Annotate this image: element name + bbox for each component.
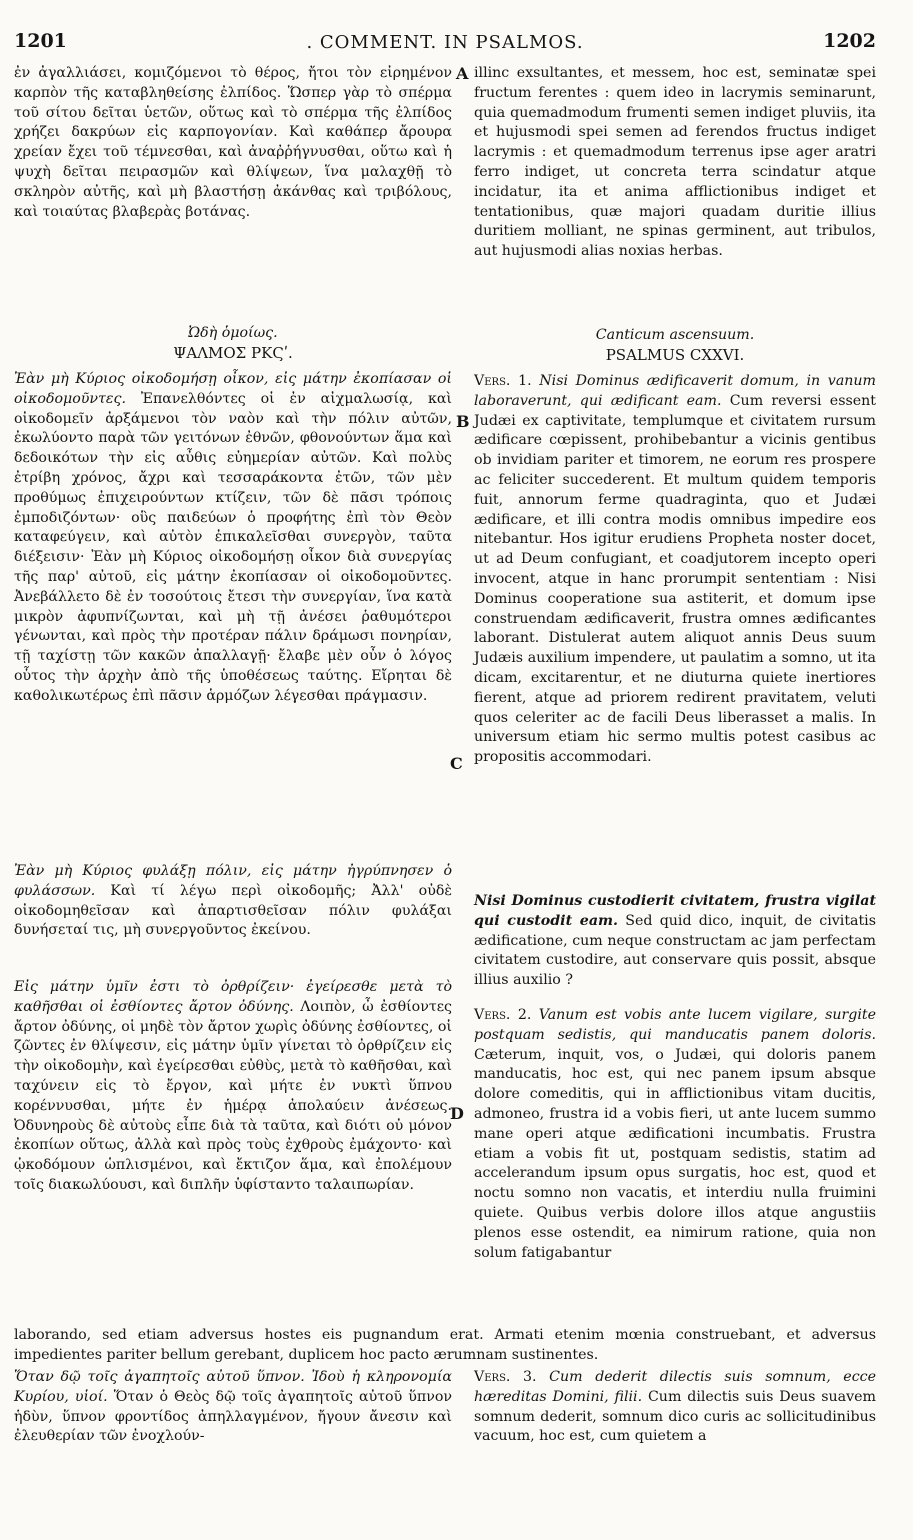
greek-verse-1 [14,370,452,707]
latin-verse-1b [474,892,876,991]
latin-verse-2-quote: Vanum est vobis ante lucem vigilare, surgite postquam sedistis, qui manducatis panem doloris. [474,1007,876,1043]
greek-psalm-heading [14,324,452,364]
latin-verse-2-label: Vers. 2. [474,1007,532,1023]
latin-psalm-heading [474,326,876,366]
section-marker-a: A [456,64,469,83]
greek-verse-1b [14,862,452,941]
greek-verse-2-text: Λοιπὸν, ὦ ἐσθίοντες ἄρτον ὀδύνης, οἱ μηδὲ τὸν ἄρτον χωρὶς ὀδύνης ἐσθίοντες, οἱ ζῶντες ἐν θλίψεσιν, εἰς μάτην ὑμῖν γίνεται τὸ ὀρθρίζειν εἰς τὴν οἰκοδομὴν, καὶ ἐγείρεσθαι εὐθὺς, μετὰ τὸ καθῆσθαι, καὶ ταχύνειν εἰς τὸ ἔργον, καὶ μήτε ἐν νυκτὶ ὕπνου κορέννυσθαι, μήτε ἐν ἡμέρᾳ ἀπολαύειν ἀνέσεως. Ὀδυνηροὺς δὲ αὐτοὺς εἶπε διὰ τὰ ταῦτα, καὶ διότι οὐ μόνον ἐκοπίων οὕτως, ἀλλὰ καὶ πρὸς τοὺς ἐχθροὺς ἐμάχοντο· καὶ ᾠκοδόμουν ὡπλισμένοι, καὶ ἔκτιζον ἅμα, καὶ ἐπολέμουν τοῖς διακωλύουσι, καὶ διπλῆν ὑφίσταντο ταλαιπωρίαν. [14,998,452,1193]
latin-paragraph: illinc exsultantes, et messem, hoc est, seminatæ spei fructum ferentes : quem ideo in lacrymis seminarunt, quia quemadmodum frumenti semen indiget pluviis, ita et hujusmodi spei semen ad ferendos fructus indiget lacrymis : et quemadmodum terrenus ipse ager aratri ferro indiget, ut concreta terra scindatur atque incidatur, ita et anima afflictionibus indiget et tentationibus, quæ majori quadam duritie illius duritiem molliant, ne spinas germinent, aut tribulos, aut hujusmodi alias noxias herbas. [474,65,876,260]
latin-verse-2-text: Cæterum, inquit, vos, o Judæi, qui doloris panem manducatis, hoc est, qui nec panem ipsum absque dolore comeditis, qui in afflictionibus vitam ducitis, admoneo, frustra id a vobis fieri, ut ante lucem summo mane operi atque ædificationi incumbatis. Frustra etiam a vobis fit ut, postquam sedistis, statim ad accelerandum ipsum opus surgatis, hoc est, quod et noctu somno non vacatis, et interdiu nulla fruimini quiete. Quibus verbis dolore illos atque angustiis plenos esse ostendit, ea nimirum ratione, quia non solum fatigabantur [474,1046,876,1261]
greek-verse-1-quote: Ἐὰν μὴ Κύριος οἰκοδομήσῃ οἶκον, εἰς μάτην ἐκοπίασαν οἱ οἰκοδομοῦντες. [14,371,452,407]
greek-block-1 [14,64,452,222]
greek-verse-2-quote: Εἰς μάτην ὑμῖν ἐστι τὸ ὀρθρίζειν· ἐγείρεσθε μετὰ τὸ καθῆσθαι οἱ ἐσθίοντες ἄρτον ὀδύνης. [14,979,452,1015]
greek-verse-2 [14,978,452,1196]
full-width-text: laborando, sed etiam adversus hostes eis pugnandum erat. Armati etenim mœnia construebant, et adversus impedientes pariter bellum gerebant, duplicem hoc pacto ærumnam sustinentes. [14,1327,876,1363]
section-marker-b: B [456,412,470,431]
page-header [14,30,876,60]
section-marker-d: D [450,1104,464,1123]
greek-ode-line: Ὠδὴ ὁμοίως. [188,325,278,341]
greek-verse-1-text: Ἐπανελθόντες οἱ ἐν αἰχμαλωσίᾳ, καὶ οἰκοδομεῖν ἀρξάμενοι τὸν ναὸν καὶ τὴν πόλιν αὐτῶν, ἐκωλύοντο παρὰ τῶν γειτόνων ἐθνῶν, φθονούντων ἅμα καὶ δεδοικότων τὴν εἰς αὖθις εὐημερίαν αὐτῶν. Καὶ πολὺς ἐτρίβη χρόνος, ἄχρι καὶ τεσσαράκοντα ἐτῶν, τῶν μὲν προθύμως ἐπιχειρούντων κτίζειν, τῶν δὲ πᾶσι τρόποις ἐμποδιζόντων· οὓς παιδεύων ὁ προφήτης ἐπὶ τὸν Θεὸν καταφεύγειν, καὶ αὐτὸν ἐπικαλεῖσθαι συνεργὸν, ταῦτα διέξεισιν· Ἐὰν μὴ Κύριος οἰκοδομήσῃ οἶκον διὰ συνεργίας τῆς παρ' αὐτοῦ, εἰς μάτην ἐκοπίασαν οἱ οἰκοδομοῦντες. Ἀνεβάλλετο δὲ ἐν τοσούτοις ἔτεσι τὴν συνεργίαν, ἵνα κατὰ μικρὸν ἀφυπνίζωνται, καὶ μὴ τῇ ἀνέσει ῥαθυμότεροι γένωνται, καὶ πρὸς τὴν προτέραν πάλιν δράμωσι πονηρίαν, τῇ ταχίστῃ τῶν κακῶν ἀπαλλαγῇ· ἔλαβε μὲν οὖν ὁ λόγος οὗτος τὴν ἀρχὴν ἀπὸ τῆς ὑποθέσεως ταύτης. Εἴρηται δὲ καθολικωτέρως ἐπὶ πᾶσιν ἁρμόζων λέγεσθαι πράγμασιν. [14,390,452,704]
latin-verse-1b-quote: Nisi Dominus custodierit civitatem, frustra vigilat qui custodit eam. [474,893,876,929]
latin-verse-1-quote: Nisi Dominus ædificaverit domum, in vanum laboraverunt, qui ædificant eam. [474,373,877,409]
running-title: . COMMENT. IN PSALMOS. [306,32,584,53]
greek-verse-1b-text: Καὶ τί λέγω περὶ οἰκοδομῆς; Ἀλλ' οὐδὲ οἰκοδομηθεῖσαν καὶ ἀπαρτισθεῖσαν πόλιν φυλάξαι δυνήσεταί τις, μὴ συνεργοῦντος ἐκείνου. [14,882,452,939]
latin-psalm-title: PSALMUS CXXVI. [605,345,745,364]
latin-block-1 [474,64,876,262]
latin-verse-3 [474,1368,876,1447]
page-number-left: 1201 [14,30,67,52]
page-number-right: 1202 [823,30,876,52]
latin-verse-3-label: Vers. 3. [474,1369,537,1385]
latin-verse-1 [474,372,876,768]
full-width-latin-line [14,1326,876,1366]
latin-verse-3-text: Cum dilectis suis Deus suavem somnum dederit, somnum dico curis ac sollicitudinibus vacuum, hoc est, cum quietem a [474,1388,876,1445]
greek-verse-3-quote: Ὅταν δῷ τοῖς ἀγαπητοῖς αὐτοῦ ὕπνον. Ἰδοὺ ἡ κληρονομία Κυρίου, υἱοί. [14,1369,452,1405]
greek-paragraph: ἐν ἀγαλλιάσει, κομιζόμενοι τὸ θέρος, ἤτοι τὸν εἰρημένον καρπὸν τῆς καταβληθείσης ἐλπίδος. Ὥσπερ γὰρ τὸ σπέρμα τοῦ σίτου δεῖται ὑετῶν, οὕτως καὶ τὸ σπέρμα τῆς ἐλπίδος χρήζει δακρύων εἰς καρπογονίαν. Καὶ καθάπερ ἄρουρα χρείαν ἔχει τοῦ τέμνεσθαι, καὶ ἀναῤῥήγνυσθαι, οὕτω καὶ ἡ ψυχὴ δεῖται πειρασμῶν καὶ θλίψεων, ἵνα μαλαχθῇ τὸ σκληρὸν αὐτῆς, καὶ μὴ βλαστήσῃ ἀκάνθας καὶ τριβόλους, καὶ τοιαύτας βλαβερὰς βοτάνας. [14,65,452,220]
greek-psalm-title: ΨΑΛΜΟΣ ΡΚϚʹ. [173,343,293,362]
latin-canticum: Canticum ascensuum. [595,327,755,343]
greek-verse-1b-quote: Ἐὰν μὴ Κύριος φυλάξῃ πόλιν, εἰς μάτην ἠγρύπνησεν ὁ φυλάσσων. [14,863,452,899]
latin-verse-3-quote: Cum dederit dilectis suis somnum, ecce hæreditas Domini, filii. [474,1369,876,1405]
latin-verse-1b-text: Sed quid dico, inquit, de civitatis ædificatione, cum neque constructam ac jam perfectam civitatem custodire, aut conservare quis possit, absque illius auxilio ? [474,912,876,989]
greek-verse-3-text: Ὅταν ὁ Θεὸς δῷ τοῖς ἀγαπητοῖς αὐτοῦ ὕπνον ἡδὺν, ὕπνον φροντίδος ἀπηλλαγμένον, ἤγουν ἄνεσιν καὶ ἐλευθερίαν τῶν ἐνοχλούν- [14,1388,452,1445]
latin-verse-1-text: Cum reversi essent Judæi ex captivitate, templumque et civitatem rursum ædificare cœpissent, prohibebantur a vicinis gentibus ob invidiam pariter et timorem, ne eorum res prospere ac feliciter succederent. Et multum quidem temporis fuit, annorum ferme quadraginta, quo et Judæi ædificare, et illi contra modis omnibus impedire eos nitebantur. Hos igitur erudiens Propheta noster docet, ut ad Deum confugiant, et coadjutorem incepto operi invocent, atque in hanc prorumpit sententiam : Nisi Dominus cooperatione sua astiterit, et domum ipse construendam ædificaverit, frustra omnes ædificantes laborant. Distulerat autem aliquot annis Deus suum Judæis auxilium impendere, ut paulatim a somno, ut ita dicam, excitarentur, et ne diuturna quiete inertiores fierent, atque ad priorem redirent pravitatem, veluti quos celeriter ac de facili Deus liberasset a malis. In universum etiam hic sermo multis potest casibus ac propositis accommodari. [474,392,876,766]
latin-verse-1-label: Vers. 1. [474,373,532,389]
greek-verse-3 [14,1368,452,1447]
section-marker-c: C [450,754,463,773]
latin-verse-2 [474,1006,876,1263]
